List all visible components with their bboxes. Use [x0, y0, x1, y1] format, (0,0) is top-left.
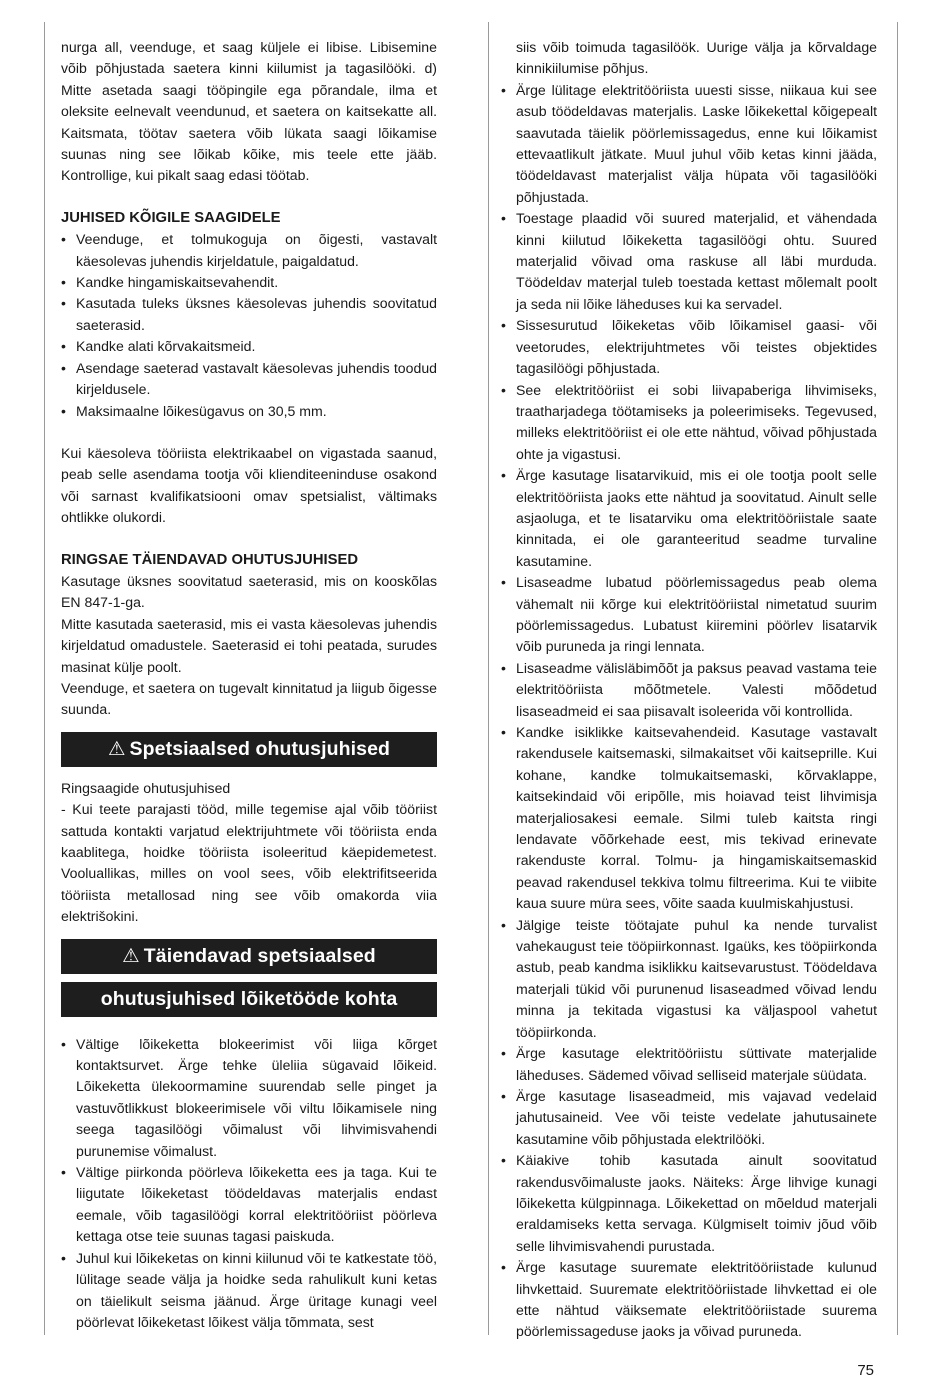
- list-item: • Lisaseadme lubatud pöörlemissagedus peab olema vähemalt nii kõrge kui elektritööriistal nimetatud suurim pöörlemissagedus. Lubatust kiiremini pöörlev lisatarvik võib puruneda ja ringi lennata.: [501, 572, 877, 658]
- list-item: • Kasutada tuleks üksnes käesolevas juhendis soovitatud saeterasid.: [61, 293, 437, 336]
- banner-special-label: Spetsiaalsed ohutusjuhised: [129, 737, 391, 760]
- column-divider-center: [488, 22, 489, 1335]
- list-item: • See elektritööriist ei sobi liivapaberiga lihvimiseks, traatharjadega töötamiseks ja poleerimiseks. Tegevused, milleks elektritööriist ei ole ette nähtud, võivad põhjustada ohte ja vigastusi.: [501, 380, 877, 466]
- warning-icon: ⚠: [122, 944, 140, 967]
- right-list: [501, 80, 877, 1343]
- list-item: • Kandke hingamiskaitsevahendit.: [61, 272, 437, 293]
- left-column: [61, 37, 437, 1333]
- circular-line: Mitte kasutada saeterasid, mis ei vasta käesolevas juhendis kirjeldatud omadustele. Saeterasid ei tohi peatada, surudes masinat külje poolt.: [61, 615, 437, 675]
- list-item: • Kandke alati kõrvakaitsmeid.: [61, 336, 437, 357]
- list-item: • Veenduge, et tolmukoguja on õigesti, vastavalt käesolevas juhendis kirjeldatule, paigaldatud.: [61, 229, 437, 272]
- list-item: • Lisaseadme välisläbimõõt ja paksus peavad vastama teie elektritööriista mõõtmetele. Valesti mõõdetud lisaseadmeid ei saa piisavalt isoleerida või kontrollida.: [501, 658, 877, 722]
- page-number: 75: [857, 1362, 874, 1379]
- list-item: • Ärge lülitage elektritööriista uuesti sisse, niikaua kui see asub töödeldavas materjalis. Laske lõikekettal kõigepealt saavutada täielik pöörlemissagedus, enne kui lõikamist ettevaatlikult jätkate. Muul juhul võib ketas kinni jääda, töödeldavast materjalist välja hüpata või tagasilööki põhjustada.: [501, 80, 877, 208]
- banner-additional-safety-2: [61, 982, 437, 1017]
- heading-circular-saw: RINGSAE TÄIENDAVAD OHUTUSJUHISED: [61, 551, 359, 568]
- list-item: • Ärge kasutage lisatarvikuid, mis ei ole tootja poolt selle elektritööriista jaoks ette nähtud ja soovitatud. Ainult selle asjaoluga, et te lisatarviku oma elektritööriistale saate kinnitada, ei ole garanteeritud seadme turvaline kasutamine.: [501, 465, 877, 572]
- list-item: • Ärge kasutage elektritööriistu süttivate materjalide läheduses. Sädemed võivad selliseid materjale süüdata.: [501, 1043, 877, 1086]
- cutting-list: [61, 1034, 437, 1334]
- all-saws-list: [61, 229, 437, 422]
- list-item: • Asendage saeterad vastavalt käesolevas juhendis toodud kirjeldusele.: [61, 358, 437, 401]
- banner-additional-label-1: Täiendavad spetsiaalsed: [143, 944, 376, 967]
- list-item: • Käiakive tohib kasutada ainult soovitatud rakendusvõimaluste jaoks. Näiteks: Ärge lihvige kunagi lõikeketta külgpinnaga. Lõikekettad on mõeldud materjali eraldamiseks ketta servaga. Külgmiselt toimiv jõud võib selle lihvimisvahendi purustada.: [501, 1150, 877, 1257]
- banner-additional-label-2: ohutusjuhised lõiketööde kohta: [100, 987, 398, 1010]
- list-item: • Juhul kui lõikeketas on kinni kiilunud või te katkestate töö, lülitage seade välja ja hoidke seda rahulikult kuni ketas on täielikult seisma jäänud. Ärge üritage kunagi veel pöörlevat lõikeketast lõikest välja tõmmata, sest: [61, 1248, 437, 1334]
- banner-special-safety: [61, 732, 437, 767]
- circular-saw-text: - Kui teete parajasti tööd, mille tegemise ajal võib tööriist sattuda kontakti varjatud elektrijuhtmete või tööriista enda kaablitega, hoidke tööriista isoleeritud käepidemetest. Vooluallikas, milles on vool sees, võib elektrifitseerida tööriista metallosad ning see võib omakorda viia elektrišokini.: [61, 801, 437, 925]
- warning-icon: ⚠: [107, 737, 126, 760]
- circular-line: Veenduge, et saetera on tugevalt kinnitatud ja liigub õigesse suunda.: [61, 679, 437, 718]
- banner-additional-safety-1: [61, 939, 437, 974]
- list-item: • Maksimaalne lõikesügavus on 30,5 mm.: [61, 401, 437, 422]
- list-item: • Sissesurutud lõikeketas võib lõikamisel gaasi- või veetorudes, elektrijuhtmetes või teistes objektides tagasilöögi põhjustada.: [501, 315, 877, 379]
- column-divider-right: [897, 22, 898, 1335]
- list-item: • Vältige piirkonda pöörleva lõikeketta ees ja taga. Kui te liigutate lõikeketast töödeldavas materjalis endast eemale, võib tagasilöögi korral elektritööriist pöörleva kettaga otse teie suunas tagasi paiskuda.: [61, 1162, 437, 1248]
- circular-saw-title: Ringsaagide ohutusjuhised: [61, 779, 231, 796]
- list-item: • Ärge kasutage suuremate elektritööriistade kulunud lihvkettaid. Suuremate elektritööriistade lihvkettad ei ole ette nähtud väiksemate elektritööriistade suurema pöörlemissageduse jaoks ja võivad puruneda.: [501, 1257, 877, 1343]
- continuation-paragraph: siis võib toimuda tagasilöök. Uurige välja ja kõrvaldage kinnikiilumise põhjus.: [516, 39, 877, 77]
- cable-paragraph: Kui käesoleva tööriista elektrikaabel on vigastada saanud, peab selle asendama tootja või klienditeeninduse osakond või sarnast kvalifikatsiooni omav spetsialist, vältimaks ohtlikke olukordi.: [61, 444, 437, 526]
- list-item: • Ärge kasutage lisaseadmeid, mis vajavad vedelaid jahutusaineid. Vee või teiste vedelate jahutusainete kasutamine võib põhjustada elektrilööki.: [501, 1086, 877, 1150]
- list-item: • Kandke isiklikke kaitsevahendeid. Kasutage vastavalt rakendusele kaitsemaski, silmakaitset või kaitseprille. Kui kohane, kandke tolmukaitsemaski, kõrvaklappe, kaitsekindaid või eripõlle, mis hoiavad teist lihvimisja materjaliosakesi eemale. Silmi tuleb kaitsta ringi lendavate võõrkehade eest, mis tekivad erinevate rakenduste korral. Tolmu- ja hingamiskaitsemaskid peavad rakendusel tekkiva tolmu filtreerima. Kui te viibite kaua suure müra sees, võite saada kuulmiskahjustusi.: [501, 722, 877, 915]
- list-item: • Vältige lõikeketta blokeerimist või liiga kõrget kontaktsurvet. Ärge tehke üleliia sügavaid lõikeid. Lõikeketta ülekoormamine suurendab selle pinget ja vastuvõtlikkust blokeerimisele või viltu lõikamisele ning seega tagasilöögi võimalust või lihvimisvahendi purunemise võimalust.: [61, 1034, 437, 1162]
- heading-all-saws: JUHISED KÕIGILE SAAGIDELE: [61, 209, 281, 226]
- list-item: • Jälgige teiste töötajate puhul ka nende turvalist vahekaugust teie tööpiirkonnast. Igaüks, kes tööpiirkonda astub, peab kandma isiklikku kaitsevarustust. Töödeldava materjali tükid või purunenud lisaseadmed võivad lendu minna ja tekitada vigastusi ka väljaspool vahetut tööpiirkonda.: [501, 915, 877, 1043]
- intro-paragraph: nurga all, veenduge, et saag küljele ei libise. Libisemine võib põhjustada saetera kinni kiilumist ja tagasilööki. d) Mitte asetada saagi tööpingile ega põrandale, ilma et oleksite eelnevalt veendunud, et saetera on kaitsekatte all. Kaitsmata, töötav saetera võib lükata saagi lõikamise suunas ning see lõikab kõike, mis teele ette jääb. Kontrollige, kui pikalt saag edasi töötab.: [61, 39, 437, 184]
- list-item: • Toestage plaadid või suured materjalid, et vähendada kinni kiilutud lõikeketta tagasilöögi ohtu. Suured materjalid võivad oma raskuse all läbi murduda. Töödeldav materjal tuleb toestada kettast mõlemalt poolt ja seda nii lõike läheduses kui ka servadel.: [501, 208, 877, 315]
- right-column: [501, 37, 877, 1343]
- circular-line: Kasutage üksnes soovitatud saeterasid, mis on kooskõlas EN 847-1-ga.: [61, 572, 437, 611]
- column-divider-left: [44, 22, 45, 1335]
